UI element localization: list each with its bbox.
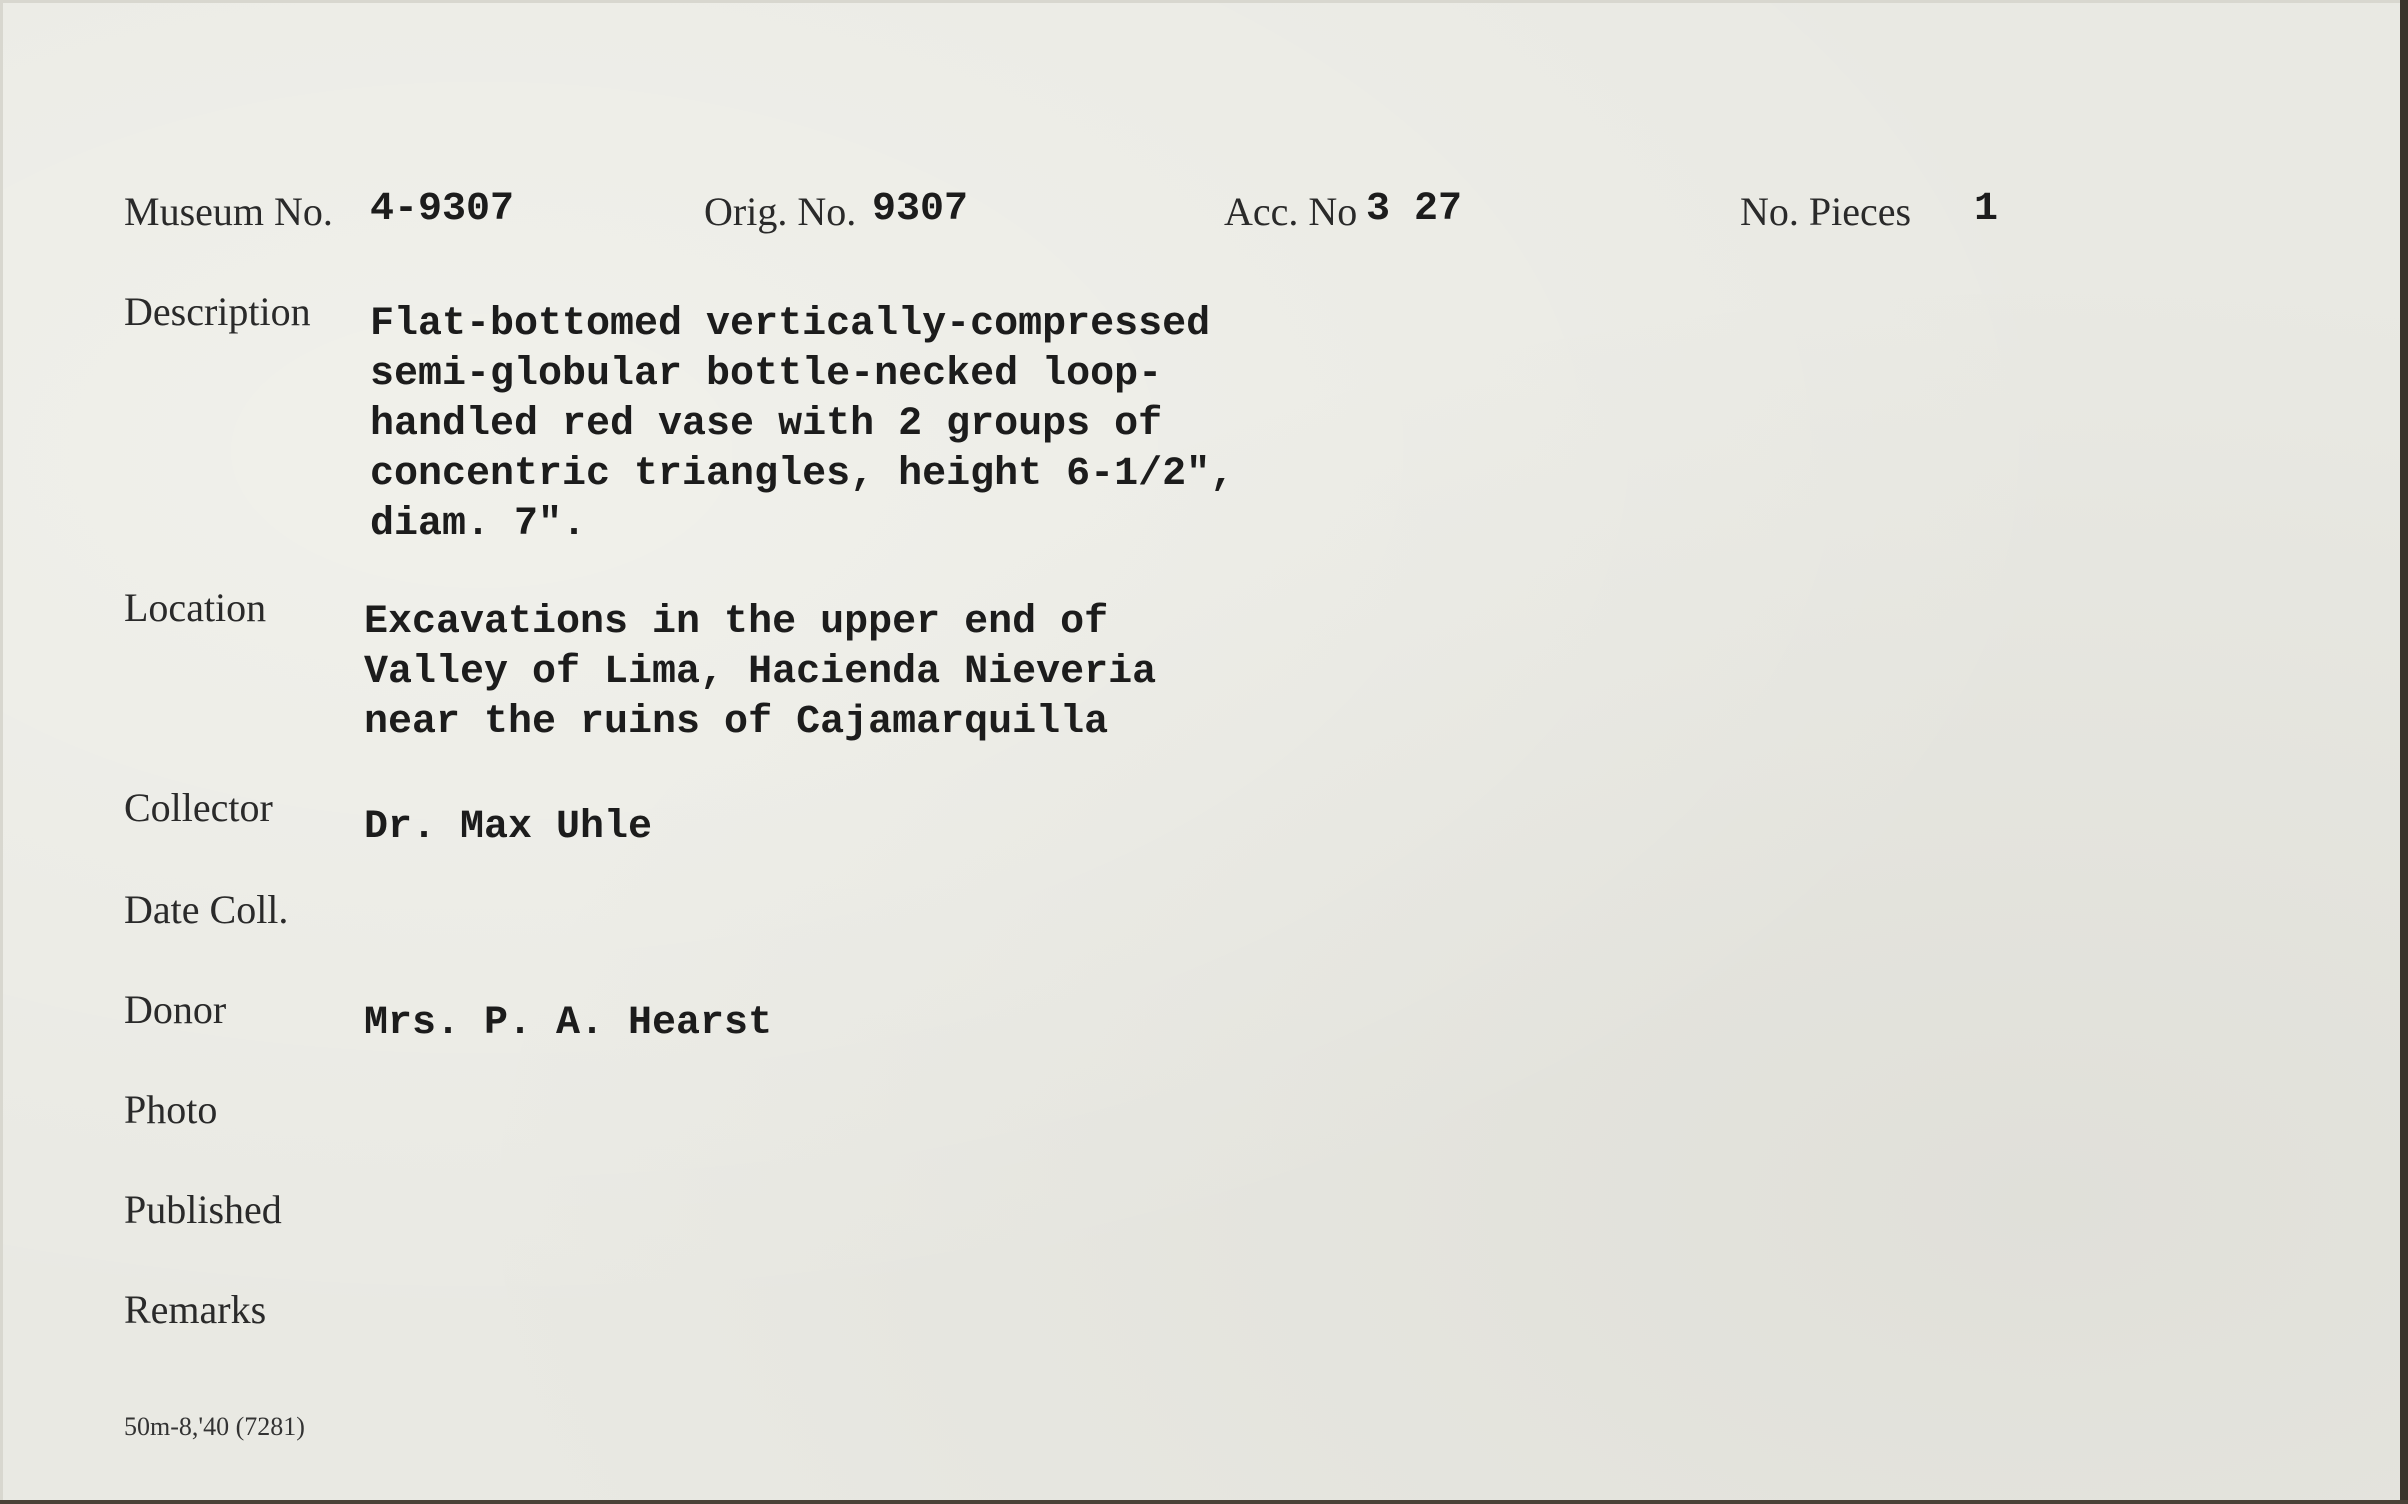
date-coll-label: Date Coll.	[124, 887, 289, 932]
card-edge-right	[2400, 0, 2408, 1504]
published-label: Published	[124, 1187, 282, 1232]
description-text	[370, 300, 1234, 550]
remarks-label: Remarks	[124, 1287, 267, 1332]
collector-value: Dr. Max Uhle	[364, 805, 653, 850]
location-line: Excavations in the upper end of	[364, 600, 1109, 645]
card-edge-bottom	[0, 1500, 2408, 1504]
orig-no-value: 9307	[872, 187, 969, 232]
pieces-value: 1	[1974, 187, 1999, 232]
location-line: Valley of Lima, Hacienda Nieveria	[364, 650, 1157, 695]
location-line: near the ruins of Cajamarquilla	[364, 700, 1109, 745]
description-line: concentric triangles, height 6-1/2",	[370, 452, 1235, 497]
museum-no-value: 4-9307	[370, 187, 515, 232]
form-code: 50m-8,'40 (7281)	[124, 1412, 305, 1441]
orig-no-label: Orig. No.	[704, 189, 857, 234]
acc-no-label: Acc. No	[1224, 189, 1358, 234]
description-label: Description	[124, 289, 311, 334]
donor-label: Donor	[124, 987, 227, 1032]
pieces-label: No. Pieces	[1740, 189, 1912, 234]
photo-label: Photo	[124, 1087, 218, 1132]
acc-no-value: 3 27	[1366, 187, 1463, 232]
description-line: semi-globular bottle-necked loop-	[370, 352, 1163, 397]
location-text	[364, 598, 1156, 748]
description-line: Flat-bottomed vertically-compressed	[370, 302, 1211, 347]
donor-value: Mrs. P. A. Hearst	[364, 1001, 773, 1046]
description-line: handled red vase with 2 groups of	[370, 402, 1163, 447]
location-label: Location	[124, 585, 267, 630]
description-line: diam. 7".	[370, 502, 587, 547]
collector-label: Collector	[124, 785, 273, 830]
museum-no-label: Museum No.	[124, 189, 333, 234]
